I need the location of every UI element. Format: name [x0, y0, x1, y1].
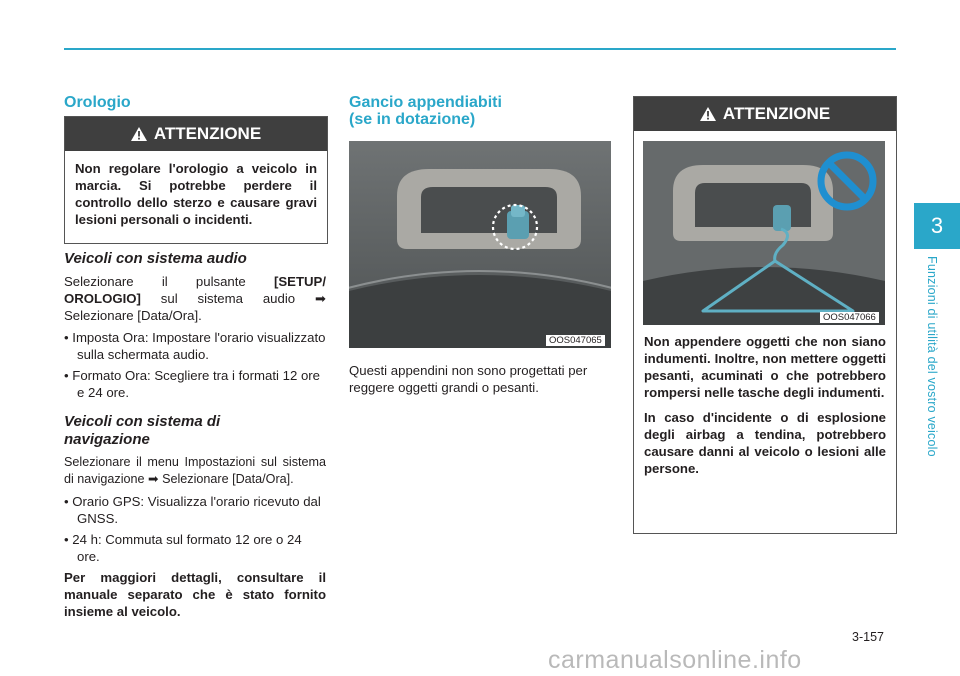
warning-text: Non regolare l'orologio a veicolo in marcia. Si potrebbe perdere il controllo dello sterzo e causare gravi lesioni personali o incidenti.	[75, 161, 317, 227]
hanger-heading-line2: (se in dotazione)	[349, 111, 476, 128]
hanger-note: Questi appendini non sono progettati per reggere oggetti grandi o pesanti.	[349, 363, 588, 395]
warning-title: ATTENZIONE	[722, 104, 831, 123]
image-code-hanger: OOS047065	[546, 335, 605, 346]
image-code-hanger-warning: OOS047066	[820, 312, 879, 323]
hanger-heading-line1: Gancio appendiabiti	[349, 94, 502, 111]
warning-text-objects: Non appendere oggetti che non siano indumenti. Inoltre, non mettere oggetti pesanti, acuminati o che potrebbero rompersi nelle tasche degli indumenti.	[644, 334, 886, 400]
hanger-heading	[349, 94, 611, 128]
left-column-body	[64, 250, 326, 620]
list-item: • Formato Ora: Scegliere tra i formati 12 ore e 24 ore.	[64, 368, 321, 400]
page-number: 3-157	[852, 630, 884, 644]
warning-header	[634, 97, 896, 131]
list-item: • Imposta Ora: Impostare l'orario visualizzato sulla schermata audio.	[64, 330, 326, 362]
list-item: • Orario GPS: Visualizza l'orario ricevuto dal GNSS.	[64, 494, 321, 526]
setup-button-label: [SETUP/ OROLOGIO]	[64, 274, 326, 306]
subheading-navigation-line1: Veicoli con sistema di	[64, 413, 221, 430]
prohibition-icon	[815, 149, 879, 213]
coat-hook-illustration	[349, 141, 611, 348]
warning-box-clock	[64, 116, 328, 244]
chapter-title: Funzioni di utilità del vostro veicolo	[925, 256, 939, 457]
hanger-warning-photo	[643, 141, 885, 325]
audio-intro-pre: Selezionare il pulsante	[64, 274, 274, 289]
warning-triangle-icon	[131, 127, 147, 141]
list-item: • 24 h: Commuta sul formato 12 ore o 24 ore.	[64, 532, 302, 564]
warning-box-hanger	[633, 96, 897, 534]
warning-text-block	[634, 325, 896, 485]
hanger-photo	[349, 141, 611, 348]
warning-triangle-icon	[700, 107, 716, 121]
hanger-text-block	[349, 362, 611, 396]
section-heading-clock: Orologio	[64, 94, 131, 111]
subheading-audio: Veicoli con sistema audio	[64, 250, 247, 267]
audio-intro-post: sul sistema audio ➡ Selezionare [Data/Ora].	[64, 291, 326, 323]
chapter-title-vertical	[922, 256, 942, 496]
watermark: carmanualsonline.info	[548, 646, 802, 674]
chapter-number: 3	[930, 213, 944, 238]
warning-text-airbag: In caso d'incidente o di esplosione degli airbag a tendina, potrebbero causare danni al veicolo o lesioni alle persone.	[644, 410, 886, 476]
audio-intro	[64, 273, 326, 324]
warning-title: ATTENZIONE	[153, 124, 262, 143]
chapter-tab	[914, 203, 960, 249]
closing-note: Per maggiori dettagli, consultare il manuale separato che è stato fornito insieme al veicolo.	[64, 570, 326, 619]
left-column	[64, 94, 326, 111]
warning-header	[65, 117, 327, 151]
subheading-navigation-line2: navigazione	[64, 431, 150, 448]
subheading-navigation	[64, 413, 326, 449]
header-rule	[64, 48, 896, 50]
navigation-intro: Selezionare il menu Impostazioni sul sistema di navigazione ➡ Selezionare [Data/Ora].	[64, 455, 326, 486]
